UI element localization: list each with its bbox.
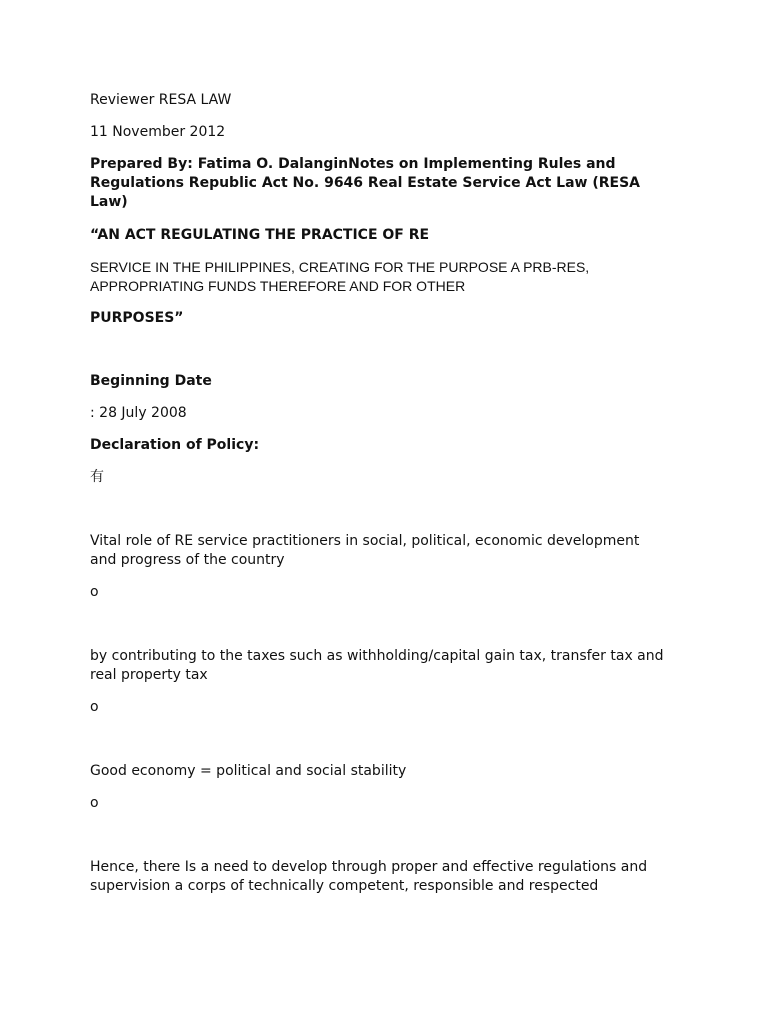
bullet-marker-3: o	[90, 795, 99, 811]
bullet-marker-1: o	[90, 584, 99, 600]
declaration-of-policy-heading: Declaration of Policy:	[90, 437, 260, 453]
policy-paragraph-1: Vital role of RE service practitioners in social, political, economic development and progress of the country	[90, 533, 640, 568]
bullet-marker-2: o	[90, 699, 99, 715]
act-title-line-1: “AN ACT REGULATING THE PRACTICE OF RE	[90, 227, 430, 243]
act-title-line-2: SERVICE IN THE PHILIPPINES, CREATING FOR THE PURPOSE A PRB-RES, APPROPRIATING FUNDS THEREFORE AND FOR OTHER	[90, 259, 590, 294]
beginning-date-heading: Beginning Date	[90, 373, 212, 389]
policy-paragraph-2: by contributing to the taxes such as withholding/capital gain tax, transfer tax and real property tax	[90, 648, 664, 683]
document-title: Reviewer RESA LAW	[90, 92, 232, 108]
bullet-glyph: 有	[90, 469, 104, 485]
act-title-line-3: PURPOSES”	[90, 310, 184, 326]
beginning-date-value: : 28 July 2008	[90, 405, 187, 421]
policy-paragraph-3: Good economy = political and social stability	[90, 763, 407, 779]
prepared-by-heading: Prepared By: Fatima O. DalanginNotes on Implementing Rules and Regulations Republic Act No. 9646 Real Estate Service Act Law (RESA Law)	[90, 156, 641, 210]
document-date: 11 November 2012	[90, 124, 226, 140]
policy-paragraph-4: Hence, there Is a need to develop through proper and effective regulations and supervision a corps of technically competent, responsible and respected	[90, 859, 648, 894]
